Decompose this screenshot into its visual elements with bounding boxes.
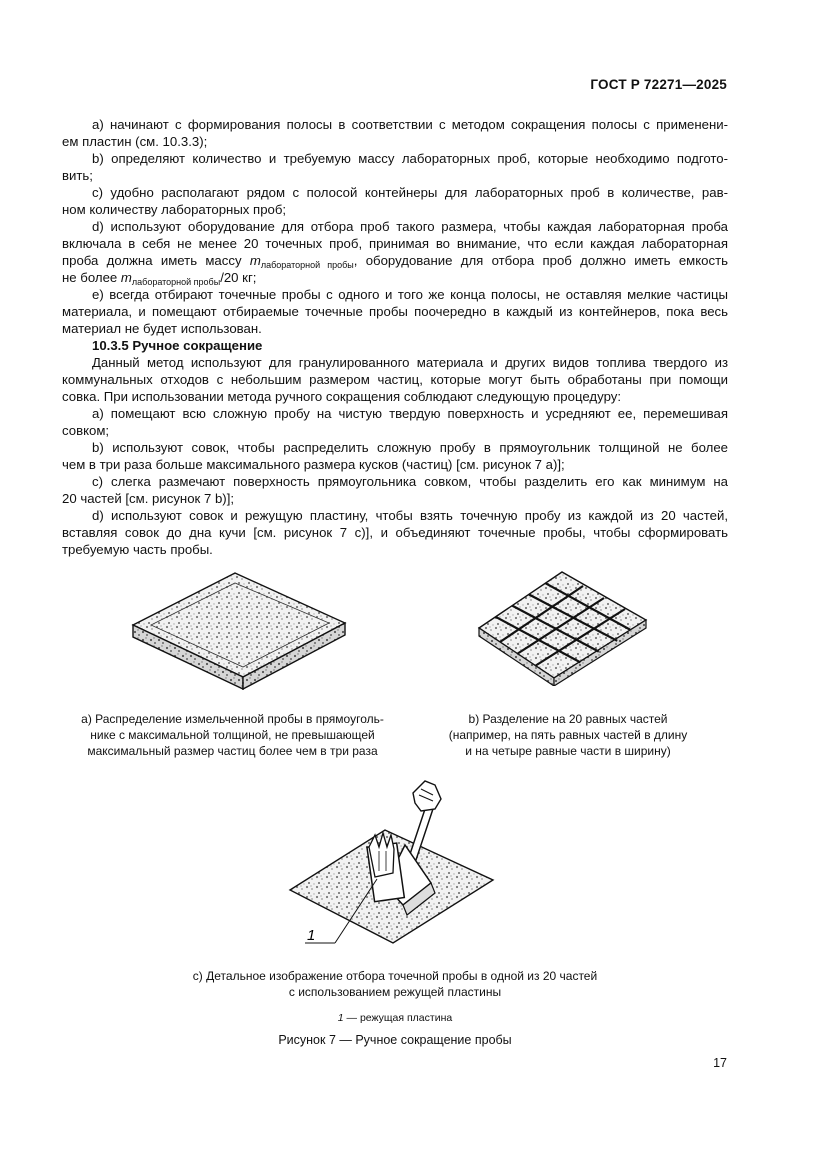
proc-b-line2: чем в три раза больше максимального размера кусков (частиц) [см. рисунок 7 а)]; (62, 457, 565, 472)
proc-d-line3: требуемую часть пробы. (62, 542, 213, 557)
figure-title: Рисунок 7 — Ручное сокращение пробы (278, 1033, 512, 1047)
proc-b-line1: b) используют совок, чтобы распределить сложную пробу в прямоугольник толщиной не более (92, 440, 728, 455)
para-e-line1: e) всегда отбирают точечные пробы с одного и того же конца полосы, не оставляя мелкие частицы (92, 287, 728, 302)
para-b-line1: b) определяют количество и требуемую массу лабораторных проб, которые необходимо подгото- (92, 151, 728, 166)
proc-c-line1: c) слегка размечают поверхность прямоугольника совком, чтобы разделить его как минимум на (92, 474, 728, 489)
para-e-line3: материал не будет использован. (62, 321, 262, 336)
mass-symbol-2: m (120, 270, 132, 285)
proc-c-line2: 20 частей [см. рисунок 7 b)]; (62, 491, 235, 506)
proc-a-line1: а) помещают всю сложную пробу на чистую твердую поверхность и усредняют ее, перемешивая (92, 406, 728, 421)
para-c-line1: c) удобно располагают рядом с полосой контейнеры для лабораторных проб в количестве, рав- (92, 185, 728, 200)
para-d-line4: не более $m_{лабораторной пробы}/20$ кг; (62, 270, 257, 287)
page-number: 17 (713, 1056, 727, 1070)
figure-a-spread-rectangle (125, 565, 355, 690)
proc-a-line2: совком; (62, 423, 110, 438)
section-intro-line3: совка. При использовании метода ручного сокращения соблюдают следующую процедуру: (62, 389, 622, 404)
para-b-line2: вить; (62, 168, 93, 183)
caption-b: b) Разделение на 20 равных частей (например, на пять равных частей в длину и на четыре равные части в ширину) (448, 712, 688, 758)
para-a-line1: а) начинают с формирования полосы в соответствии с методом сокращения полосы с применени- (92, 117, 728, 132)
mass-symbol: m (249, 253, 261, 268)
para-d-line2: включала в себя не менее 20 точечных проб, принимая во внимание, что если каждая лабораторная (62, 236, 728, 251)
section-intro-line2: коммунальных отходов с небольшим размером частиц, которые могут быть обработаны при помощи (62, 372, 728, 387)
figure-legend: 1 — режущая пластина (337, 1012, 453, 1024)
caption-a: а) Распределение измельченной пробы в прямоуголь- нике с максимальной толщиной, не превышающей максимальный размер частиц более чем в три раза (81, 712, 384, 758)
section-intro-line1: Данный метод используют для гранулированного материала и других видов топлива твердого из (92, 355, 728, 370)
body-text (62, 116, 728, 558)
proc-d-line1: d) используют совок и режущую пластину, чтобы взять точечную пробу из каждой из 20 частей, (92, 508, 728, 523)
para-a-line2: ем пластин (см. 10.3.3); (62, 134, 208, 149)
figure-c-sampling-detail (285, 775, 500, 960)
para-e-line2: материала, и помещают отбираемые точечные пробы поочередно в каждый из контейнеров, пока весь (62, 304, 728, 319)
mass-subscript: лабораторной пробы (260, 260, 354, 270)
proc-d-line2: вставляя совок до дна кучи [см. рисунок 7 c)], и объединяют точечные пробы, чтобы сформировать (62, 525, 728, 540)
para-d-line1: d) используют оборудование для отбора проб такого размера, чтобы каждая лабораторная проба (92, 219, 728, 234)
section-title: 10.3.5 Ручное сокращение (92, 338, 263, 353)
caption-c: c) Детальное изображение отбора точечной пробы в одной из 20 частей с использованием режущей пластины (192, 969, 598, 999)
figure-b-divided-grid (474, 566, 654, 686)
para-c-line2: ном количеству лабораторных проб; (62, 202, 287, 217)
mass-subscript-2: лабораторной пробы (131, 277, 221, 287)
callout-number: 1 (307, 927, 316, 944)
para-d-line3: проба должна иметь массу $m_{лабораторной пробы}$, оборудование для отбора проб должно иметь емкость (62, 253, 728, 270)
document-header: ГОСТ Р 72271—2025 (590, 77, 727, 92)
